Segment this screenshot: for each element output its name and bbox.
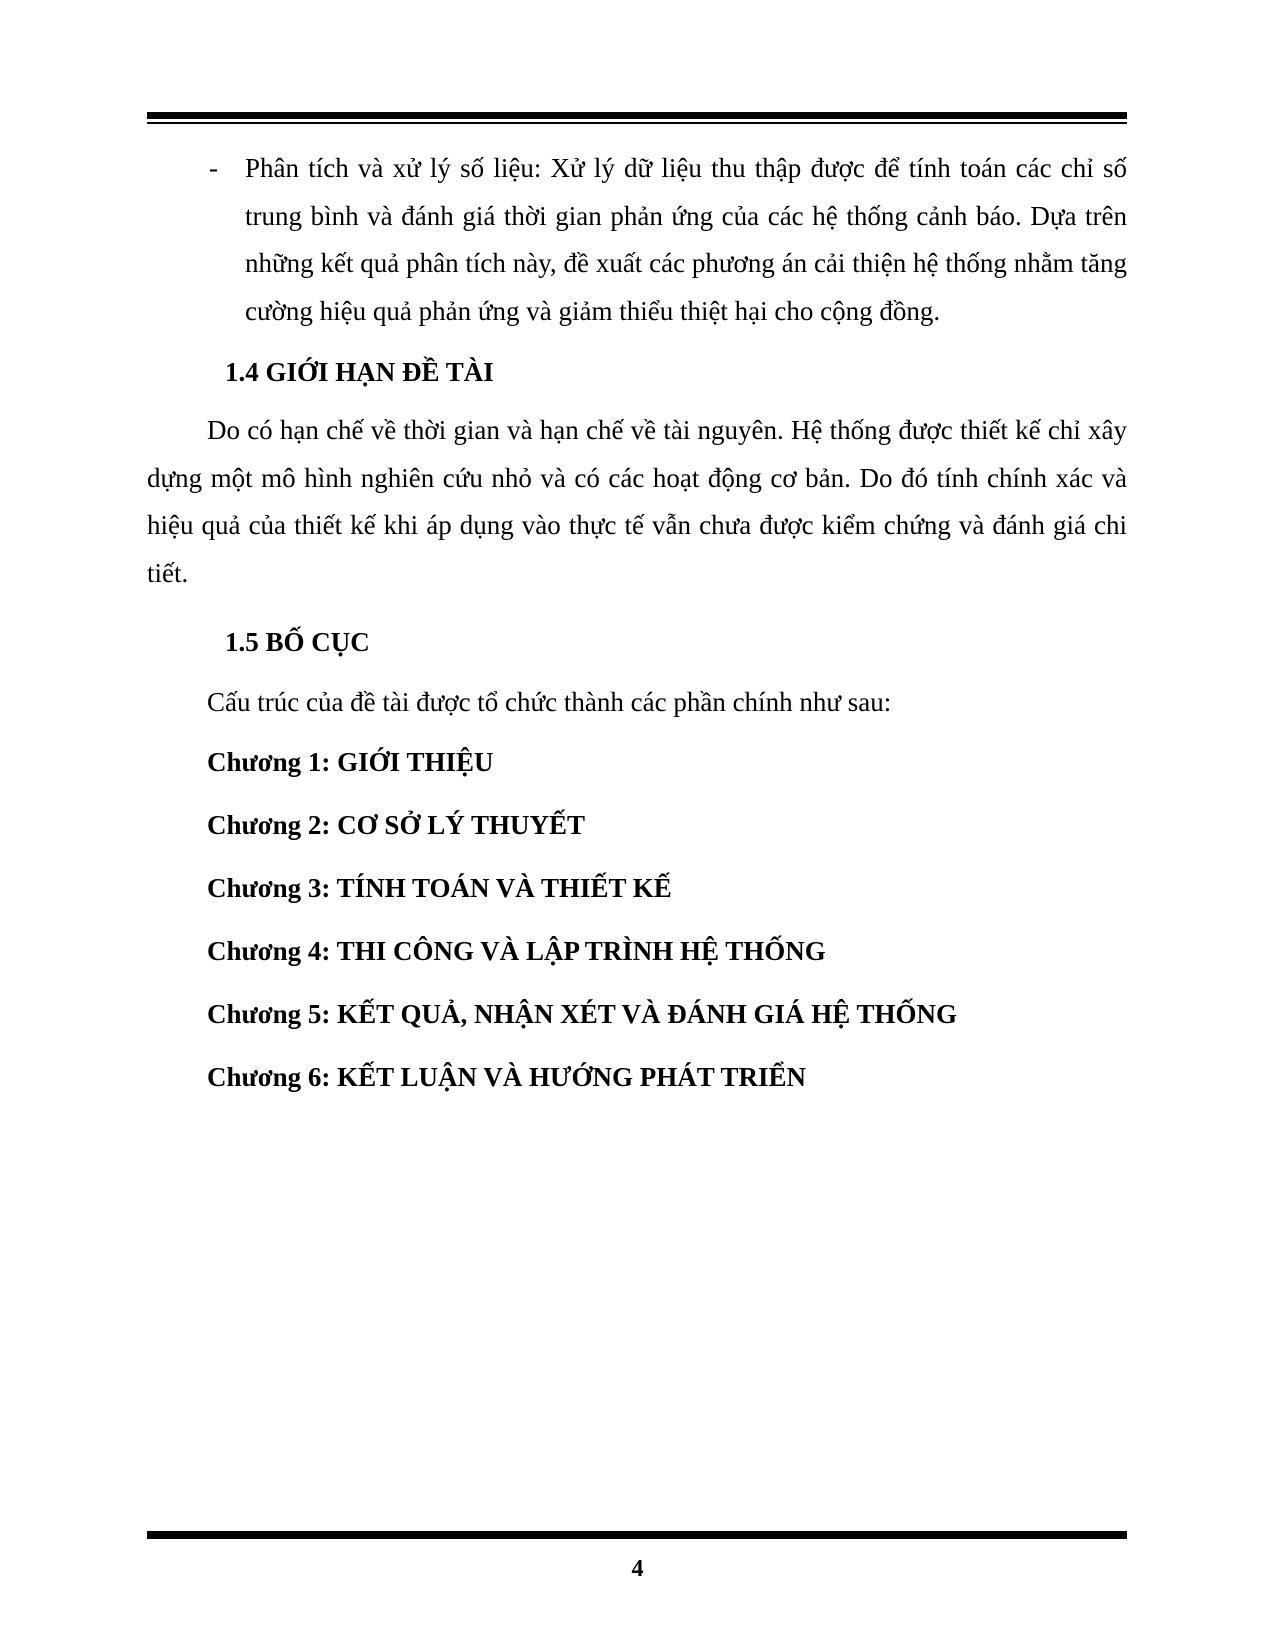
bullet-dash: - xyxy=(209,153,218,183)
chapter-item-4: Chương 4: THI CÔNG VÀ LẬP TRÌNH HỆ THỐNG xyxy=(207,936,826,966)
page-content xyxy=(147,145,1127,1098)
section-heading-1-5: 1.5 BỐ CỤC xyxy=(225,627,370,657)
bullet-text: Phân tích và xử lý số liệu: Xử lý dữ liệu thu thập được để tính toán các chỉ số trung bình và đánh giá thời gian phản ứng của các hệ thống cảnh báo. Dựa trên những kết quả phân tích này, đề xuất các phương án cải thiện hệ thống nhằm tăng cường hiệu quả phản ứng và giảm thiểu thiệt hại cho cộng đồng. xyxy=(245,153,1127,326)
chapter-item-3: Chương 3: TÍNH TOÁN VÀ THIẾT KẾ xyxy=(207,873,672,903)
section-1-4-paragraph: Do có hạn chế về thời gian và hạn chế về tài nguyên. Hệ thống được thiết kế chỉ xây dựng một mô hình nghiên cứu nhỏ và có các hoạt động cơ bản. Do đó tính chính xác và hiệu quả của thiết kế khi áp dụng vào thực tế vẫn chưa được kiểm chứng và đánh giá chi tiết. xyxy=(147,415,1127,588)
header-rule-thin xyxy=(147,122,1127,124)
page-number: 4 xyxy=(631,1556,644,1582)
chapter-item-2: Chương 2: CƠ SỞ LÝ THUYẾT xyxy=(207,810,585,840)
chapter-item-6: Chương 6: KẾT LUẬN VÀ HƯỚNG PHÁT TRIỂN xyxy=(207,1062,807,1092)
chapter-item-1: Chương 1: GIỚI THIỆU xyxy=(207,747,494,777)
header-rule-thick xyxy=(147,112,1127,119)
bullet-item xyxy=(147,145,1127,335)
chapter-item-5: Chương 5: KẾT QUẢ, NHẬN XÉT VÀ ĐÁNH GIÁ HỆ THỐNG xyxy=(207,999,958,1029)
footer-rule xyxy=(147,1531,1127,1539)
section-1-5-intro: Cấu trúc của đề tài được tổ chức thành các phần chính như sau: xyxy=(207,687,892,717)
section-heading-1-4: 1.4 GIỚI HẠN ĐỀ TÀI xyxy=(225,357,494,387)
